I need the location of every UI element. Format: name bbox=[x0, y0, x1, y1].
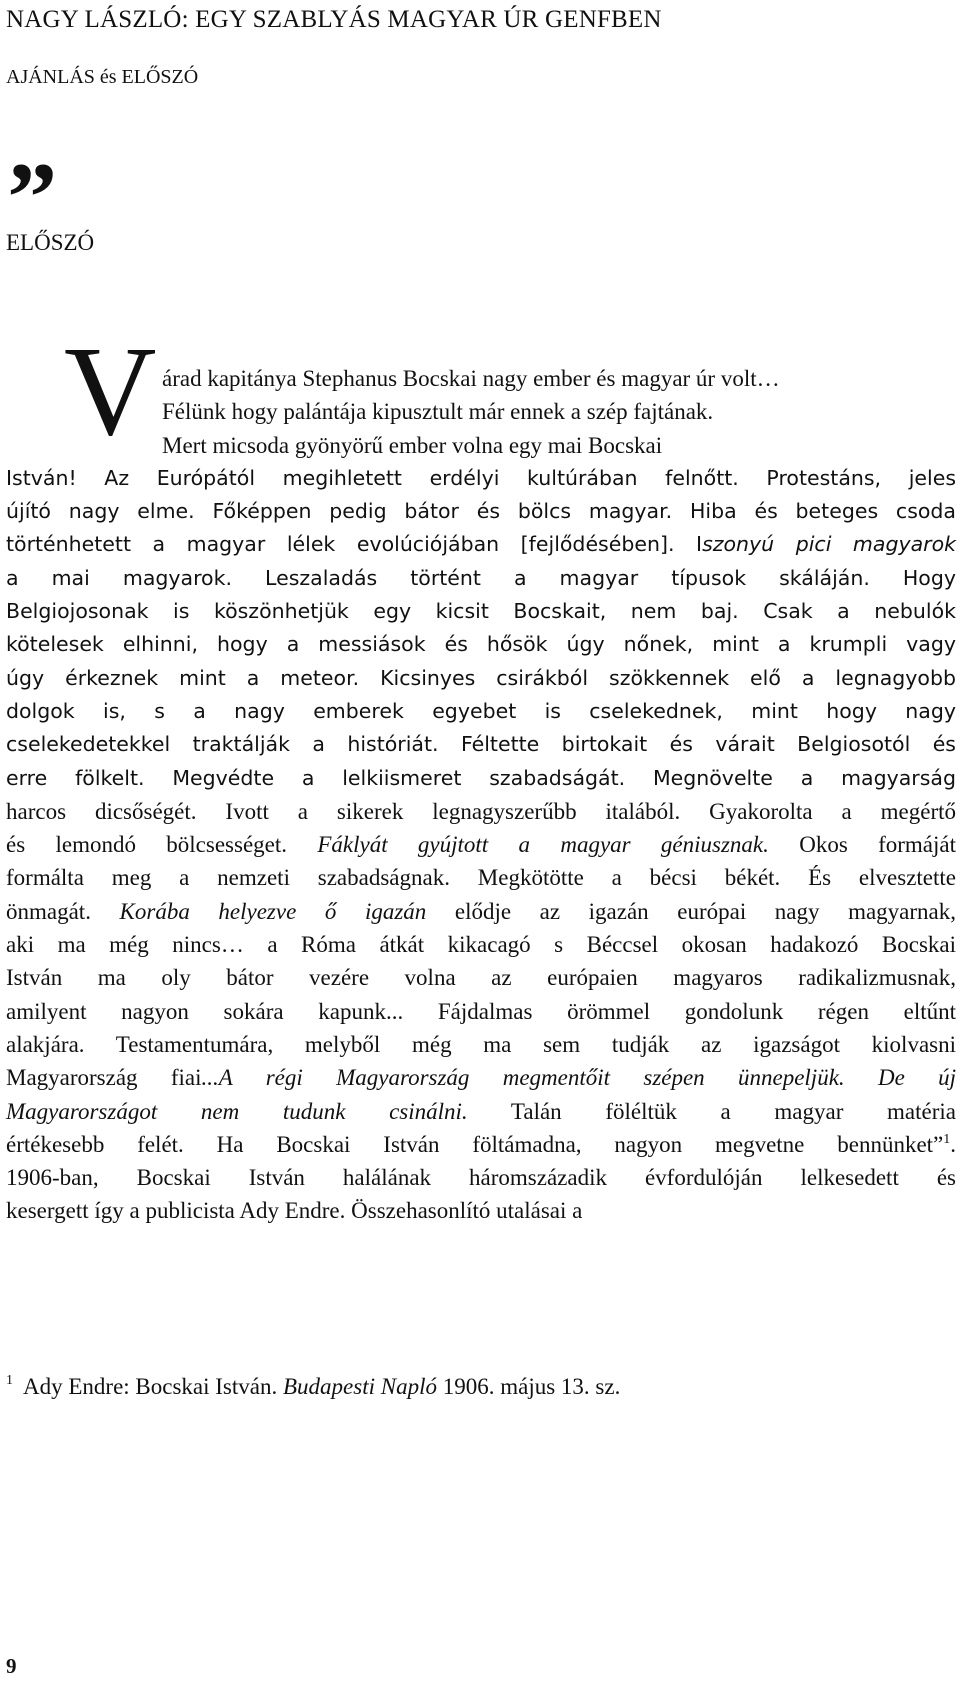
italic-text-run: Korába helyezve ő igazán bbox=[119, 898, 427, 924]
body-line bbox=[6, 1128, 956, 1161]
foreword-heading: ELŐSZÓ bbox=[6, 230, 95, 255]
body-line: kötelesek elhinni, hogy a messiások és hősök úgy nőnek, mint a krumpli vagy bbox=[6, 632, 956, 657]
body-text-run: Okos formáját bbox=[768, 832, 957, 858]
book-title: NAGY LÁSZLÓ: EGY SZABLYÁS MAGYAR ÚR GENFBEN bbox=[6, 6, 662, 33]
italic-text-run: ...A régi Magyarország megmentőit szépen ünnepeljük. De új bbox=[201, 1065, 956, 1091]
footnote-marker: 1 bbox=[6, 1373, 13, 1388]
section-header: AJÁNLÁS és ELŐSZÓ bbox=[6, 66, 199, 88]
body-line: újító nagy elme. Főképpen pedig bátor és bölcs magyar. Hiba és beteges csoda bbox=[6, 499, 956, 524]
italic-text-run: Fáklyát gyújtott a magyar géniusznak. bbox=[317, 832, 769, 858]
body-line: kesergett így a publicista Ady Endre. Összehasonlító utalásai a bbox=[6, 1198, 583, 1224]
opening-quote-mark: „ bbox=[8, 90, 58, 201]
body-line: Belgiojosonak is köszönhetjük egy kicsit Bocskait, nem baj. Csak a nebulók bbox=[6, 599, 956, 624]
body-line: harcos dicsőségét. Ivott a sikerek legnagyszerűbb italából. Gyakorolta a megértő bbox=[6, 798, 956, 824]
body-text-run: Talán föléltük a magyar matéria bbox=[467, 1098, 956, 1124]
body-line: formálta meg a nemzeti szabadságnak. Megkötötte a bécsi békét. És elvesztette bbox=[6, 865, 956, 891]
body-text-run: . bbox=[950, 1131, 956, 1157]
body-line: dolgok is, s a nagy emberek egyebet is cselekednek, mint hogy nagy bbox=[6, 698, 956, 723]
body-line: István! Az Európától megihletett erdélyi kultúrában felnőtt. Protestáns, jeles bbox=[6, 465, 956, 490]
body-line bbox=[6, 828, 956, 861]
drop-cap: V bbox=[64, 320, 157, 462]
footnote bbox=[6, 1374, 620, 1400]
body-line bbox=[6, 895, 956, 928]
body-line: erre fölkelt. Megvédte a lelkiismeret szabadságát. Megnövelte a magyarság bbox=[6, 765, 956, 790]
footnote-text: Ady Endre: Bocskai István. bbox=[23, 1374, 283, 1399]
body-line: alakjára. Testamentumára, melyből még ma sem tudják az igazságot kiolvasni bbox=[6, 1031, 956, 1057]
body-line: aki ma még nincs… a Róma átkát kikacagó s Béccsel okosan hadakozó Bocskai bbox=[6, 932, 956, 958]
body-line: István ma oly bátor vezére volna az európaien magyaros radikalizmusnak, bbox=[6, 965, 956, 991]
body-text-run: Magyarország fiai bbox=[6, 1065, 202, 1091]
body-line bbox=[6, 1095, 956, 1128]
body-text-run: és lemondó bölcsességet. bbox=[6, 832, 318, 858]
italic-text-run: Magyarországot nem tudunk csinálni. bbox=[6, 1098, 468, 1124]
body-line: árad kapitánya Stephanus Bocskai nagy ember és magyar úr volt… bbox=[162, 366, 780, 391]
body-line bbox=[6, 1061, 956, 1094]
body-text-run: értékesebb felét. Ha Bocskai István föltámadna, nagyon megvetne bennünket” bbox=[6, 1131, 944, 1157]
body-line bbox=[6, 528, 956, 561]
body-line: Mert micsoda gyönyörű ember volna egy mai Bocskai bbox=[162, 432, 663, 458]
body-text-run: elődje az igazán európai nagy magyarnak, bbox=[426, 898, 957, 924]
body-text-run: történhetett a magyar lélek evolúciójában [fejlődésében]. I bbox=[6, 532, 703, 557]
body-line: 1906-ban, Bocskai István halálának háromszázadik évfordulóján lelkesedett és bbox=[6, 1165, 956, 1191]
body-text-run: önmagát. bbox=[6, 898, 120, 924]
body-line: a mai magyarok. Leszaladás történt a magyar típusok skáláján. Hogy bbox=[6, 565, 956, 590]
footnote-text: 1906. május 13. sz. bbox=[436, 1374, 621, 1399]
footnote-reference[interactable]: 1 bbox=[943, 1131, 951, 1147]
body-line: Félünk hogy palántája kipusztult már ennek a szép fajtának. bbox=[162, 399, 714, 425]
body-line: amilyent nagyon sokára kapunk... Fájdalmas örömmel gondolunk régen eltűnt bbox=[6, 998, 956, 1024]
page-number: 9 bbox=[6, 1654, 17, 1678]
body-line: úgy érkeznek mint a meteor. Kicsinyes csirákból szökkennek elő a legnagyobb bbox=[6, 665, 956, 690]
body-line: cselekedetekkel traktálják a históriát. Féltette birtokait és várait Belgiosotól és bbox=[6, 732, 956, 757]
footnote-source-title: Budapesti Napló bbox=[282, 1374, 437, 1399]
italic-text-run: szonyú pici magyarok bbox=[702, 532, 957, 557]
foreword-body bbox=[6, 362, 956, 1228]
